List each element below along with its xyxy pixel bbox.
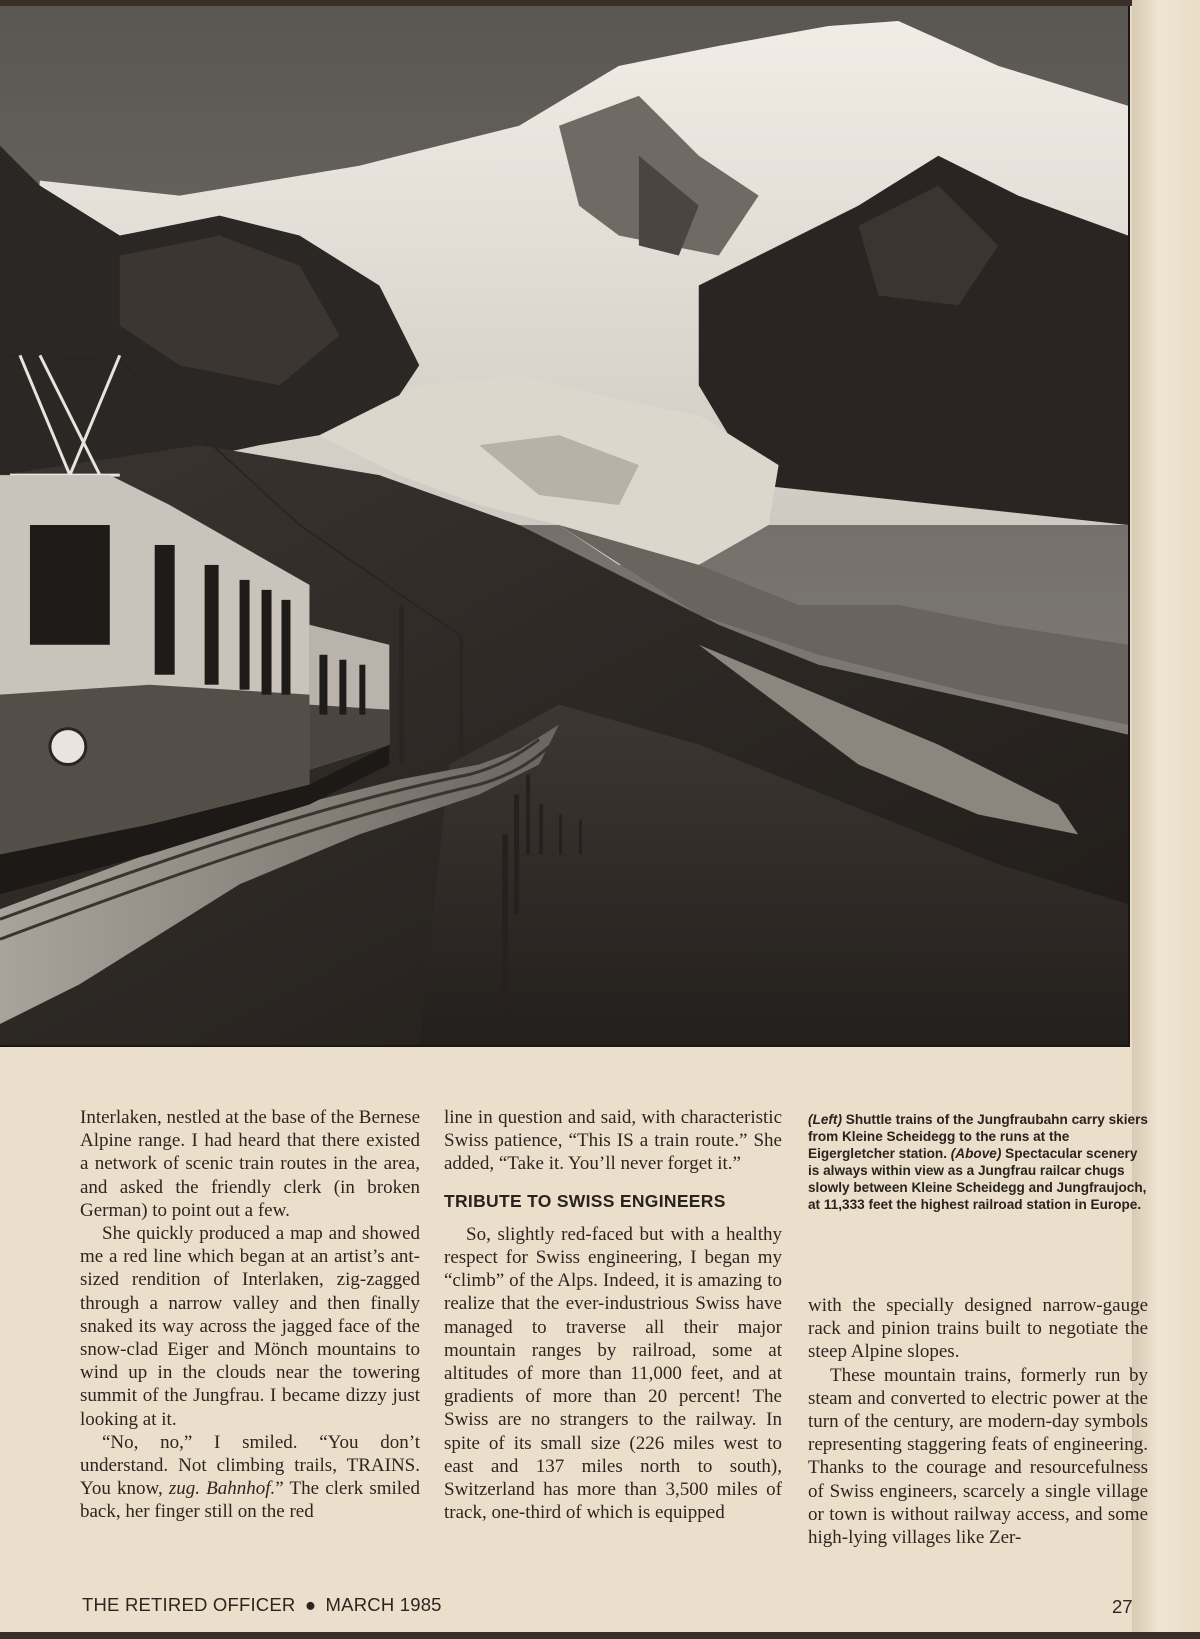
caption-tag-left: (Left)	[808, 1112, 842, 1127]
paragraph-text: “No, no,” I smiled. “You don’t understand. Not climbing trails, TRAINS. You know,	[80, 1431, 420, 1500]
page-number: 27	[1112, 1596, 1133, 1617]
article-column-3	[808, 1294, 1148, 1549]
footer-bullet: ●	[304, 1594, 317, 1615]
page-bottom-edge	[0, 1632, 1200, 1639]
article-column-2	[444, 1106, 782, 1524]
running-footer	[82, 1594, 442, 1616]
paragraph: These mountain trains, formerly run by steam and converted to electric power at the turn of the century, are modern-day symbols representing staggering feats of engineering. Thanks to the courage and resourcefulness of Swiss engineers, scarcely a single village or town is without railway access, and some high-lying villages like Zer-	[808, 1364, 1148, 1549]
paragraph: She quickly produced a map and showed me a red line which began at an artist’s ant-sized rendition of Interlaken, zig-zagged through a narrow valley and then finally snaked its way across the jagged face of the snow-clad Eiger and Mönch mountains to wind up in the clouds near the towering summit of the Jungfrau. I became dizzy just looking at it.	[80, 1223, 420, 1430]
mountain-train-photo	[0, 6, 1130, 1047]
article-column-1	[80, 1106, 420, 1524]
paragraph: Interlaken, nestled at the base of the Bernese Alpine range. I had heard that there existed a network of scenic train routes in the area, and asked the friendly clerk (in broken German) to point out a few.	[80, 1107, 420, 1221]
paragraph: So, slightly red-faced but with a healthy respect for Swiss engineering, I began my “climb” of the Alps. Indeed, it is amazing to realize that the ever-industrious Swiss have managed to traverse all their major mountain ranges by railroad, some at altitudes of more than 11,000 feet, and at gradients of more than 20 percent! The Swiss are no strangers to the railway. In spite of its small size (226 miles west to east and 137 miles north to south), Switzerland has more than 3,500 miles of track, one-third of which is equipped	[444, 1223, 782, 1524]
paragraph: line in question and said, with characteristic Swiss patience, “This IS a train route.” She added, “Take it. You’ll never forget it.”	[444, 1107, 782, 1175]
paragraph	[80, 1431, 420, 1524]
paragraph-text: ” The clerk smiled back, her finger still on the red	[80, 1478, 421, 1523]
publication-name: THE RETIRED OFFICER	[82, 1594, 296, 1615]
photo-caption	[808, 1111, 1148, 1213]
caption-text: Shuttle trains of the Jungfraubahn carry skiers from Kleine Scheidegg to the runs at the Eigergletcher station.	[808, 1112, 1148, 1161]
caption-text: Spectacular scenery is always within view as a Jungfrau railcar chugs slowly between Kleine Scheidegg and Jungfraujoch, at 11,333 feet the highest railroad station in Europe.	[808, 1146, 1147, 1212]
paragraph: with the specially designed narrow-gauge rack and pinion trains built to negotiate the steep Alpine slopes.	[808, 1295, 1148, 1363]
caption-tag-above: (Above)	[950, 1146, 1002, 1161]
italic-phrase: zug. Bahnhof.	[168, 1478, 276, 1500]
section-subheading: TRIBUTE TO SWISS ENGINEERS	[444, 1190, 726, 1211]
issue-date: MARCH 1985	[325, 1594, 442, 1615]
